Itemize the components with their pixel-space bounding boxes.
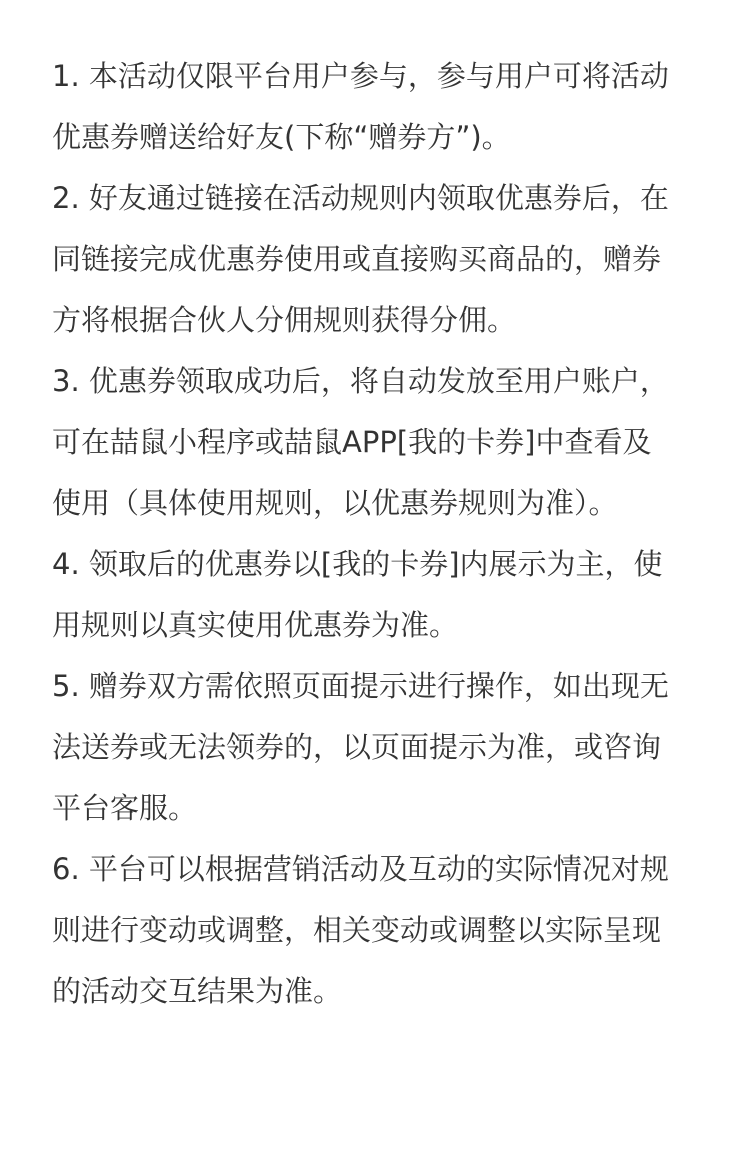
rule-line: 5. 赠券双方需依照页面提示进行操作，如出现无 — [52, 669, 669, 703]
rule-line: 6. 平台可以根据营销活动及互动的实际情况对规 — [52, 852, 669, 886]
rule-line: 1. 本活动仅限平台用户参与，参与用户可将活动 — [52, 59, 669, 93]
rule-line: 同链接完成优惠券使用或直接购买商品的，赠券 — [52, 242, 662, 276]
rule-line: 可在喆鼠小程序或喆鼠APP[我的卡券]中查看及 — [52, 425, 652, 459]
rule-line: 2. 好友通过链接在活动规则内领取优惠券后，在 — [52, 181, 669, 215]
rule-line: 使用（具体使用规则，以优惠券规则为准）。 — [52, 486, 618, 520]
rule-line: 3. 优惠券领取成功后，将自动发放至用户账户， — [52, 364, 669, 398]
rule-line: 用规则以真实使用优惠券为准。 — [52, 608, 459, 642]
rule-line: 则进行变动或调整，相关变动或调整以实际呈现 — [52, 913, 662, 947]
activity-rules-text — [52, 46, 712, 1022]
rule-line: 平台客服。 — [52, 791, 198, 825]
rule-line: 方将根据合伙人分佣规则获得分佣。 — [52, 303, 517, 337]
rule-line: 4. 领取后的优惠券以[我的卡券]内展示为主，使 — [52, 547, 663, 581]
rule-line: 优惠券赠送给好友(下称“赠券方”)。 — [52, 120, 511, 154]
rule-line: 的活动交互结果为准。 — [52, 974, 343, 1008]
rule-line: 法送券或无法领券的，以页面提示为准，或咨询 — [52, 730, 662, 764]
